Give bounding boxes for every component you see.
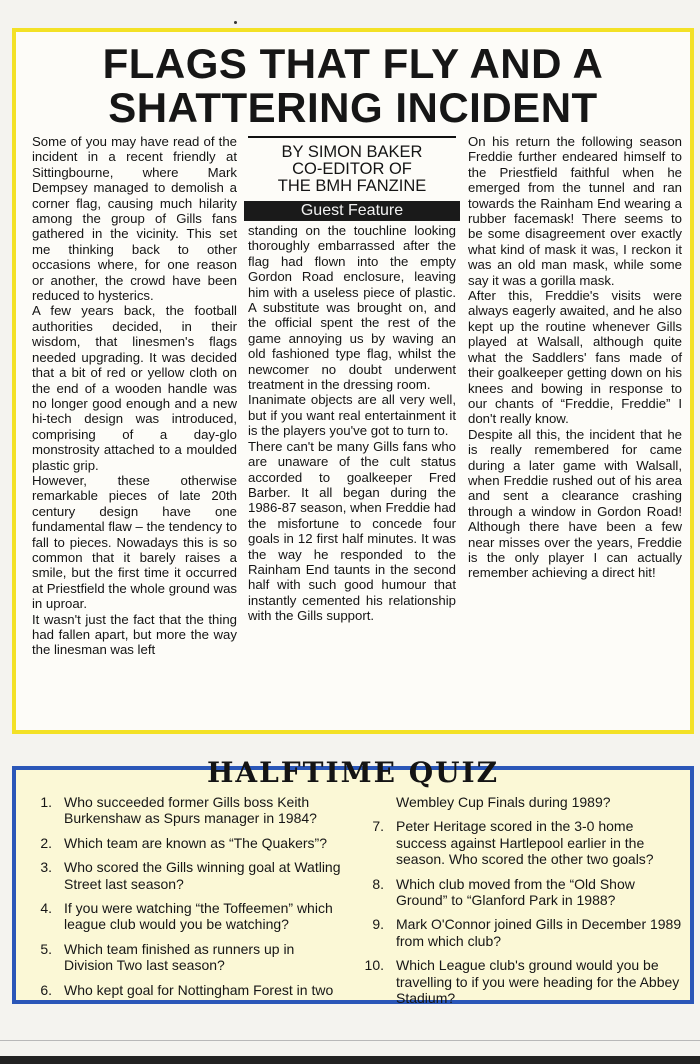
quiz-question bbox=[26, 900, 346, 933]
quiz-box bbox=[12, 756, 694, 1007]
paragraph: Despite all this, the incident that he is really remembered for came during a later game with Walsall, when Freddie rushed out of his area and sent a clearance crashing through a window in Gordon Road! Although there have been a few near misses over the years, Freddie is the only player I can actually remember achieving a direct hit! bbox=[468, 426, 682, 581]
page-edge-line bbox=[0, 1040, 700, 1041]
question-text: Which club moved from the “Old Show Ground” to “Glanford Park in 1988? bbox=[396, 875, 635, 909]
article-column-3 bbox=[468, 134, 682, 581]
paragraph: Some of you may have read of the incident in a recent friendly at Sittingbourne, where Mark Dempsey managed to demolish a corner flag, causing much hilarity among the group of Gills fans gathered in the vicinity. This set me thinking back to other occasions where, for one reason or another, the crowd have been reduced to hysterics. bbox=[32, 134, 237, 304]
paragraph: Inanimate objects are all very well, but if you want real entertainment it is the players you've got to turn to. bbox=[248, 392, 456, 439]
byline-role: CO-EDITOR OF bbox=[292, 160, 412, 178]
paragraph: However, these otherwise remarkable pieces of late 20th century design have one fundamental flaw – the tendency to fall to pieces. Nowadays this is so common that it barely raises a smile, but the first time it occurred at Priestfield the whole ground was in uproar. bbox=[32, 472, 237, 612]
paragraph: After this, Freddie's visits were always eagerly awaited, and he also kept up the routine whenever Gills played at Walsall, although quite what the Saddlers' fans made of their goalkeeper getting down on his knees and bowing in response to our chants of “Freddie, Freddie” I don't really know. bbox=[468, 288, 682, 427]
question-text: Who scored the Gills winning goal at Watling Street last season? bbox=[64, 859, 341, 892]
question-text: Who succeeded former Gills boss Keith Burkenshaw as Spurs manager in 1984? bbox=[64, 794, 317, 827]
question-text: Mark O'Connor joined Gills in December 1989 from which club? bbox=[396, 916, 682, 949]
title-line-2: SHATTERING INCIDENT bbox=[108, 84, 598, 131]
question-continuation: Wembley Cup Finals during 1989? bbox=[396, 794, 611, 810]
question-number: 6. bbox=[40, 981, 52, 998]
paragraph: standing on the touchline looking thoroughly embarrassed after the flag had flown into the empty Gordon Road enclosure, leaving him with a useless piece of plastic. A substitute was brought on, and the official spent the rest of the game annoying us by waving an old fashioned type flag, whilst the newcomer no doubt underwent treatment in the dressing room. bbox=[248, 223, 456, 393]
question-text: Peter Heritage scored in the 3-0 home success against Hartlepool earlier in the season. Who scored the other two goals? bbox=[396, 818, 654, 868]
quiz-title: HALFTIME QUIZ bbox=[206, 756, 500, 789]
question-text: Which team finished as runners up in Division Two last season? bbox=[64, 940, 295, 974]
quiz-question bbox=[26, 794, 346, 827]
paragraph: It wasn't just the fact that the thing had fallen apart, but more the way the linesman was left bbox=[32, 611, 237, 658]
question-number: 8. bbox=[372, 875, 384, 892]
byline bbox=[248, 144, 456, 195]
question-number: 7. bbox=[372, 818, 384, 835]
print-speck bbox=[234, 21, 237, 24]
article-column-1 bbox=[32, 134, 237, 658]
byline-rule bbox=[248, 136, 456, 138]
paragraph: On his return the following season Freddie further endeared himself to the Priestfield faithful when he emerged from the tunnel and ran towards the Rainham End wearing a rubber facemask! There seems to be some disagreement over exactly what kind of mask it was, I reckon it was an old man mask, while some say it was a gorilla mask. bbox=[468, 134, 682, 288]
question-number: 9. bbox=[372, 916, 384, 933]
quiz-left-column bbox=[26, 794, 346, 1006]
quiz-question bbox=[358, 876, 683, 909]
title-line-1: FLAGS THAT FLY AND A bbox=[102, 40, 604, 87]
quiz-question bbox=[26, 859, 346, 892]
question-number: 1. bbox=[40, 794, 52, 810]
question-text: Who kept goal for Nottingham Forest in two bbox=[64, 981, 334, 998]
article-box bbox=[12, 28, 694, 734]
question-text: If you were watching “the Toffeemen” which league club would you be watching? bbox=[64, 900, 333, 933]
article-title bbox=[16, 42, 690, 130]
question-number: 5. bbox=[40, 940, 52, 957]
question-number: 3. bbox=[40, 859, 52, 876]
quiz-question bbox=[358, 916, 683, 949]
quiz-question bbox=[26, 941, 346, 974]
question-text: Which team are known as “The Quakers”? bbox=[64, 834, 327, 851]
paragraph: A few years back, the football authorities decided, in their wisdom, that linesmen's flags needed upgrading. It was decided that a bit of red or yellow cloth on the end of a wooden handle was no longer good enough and a new hi-tech design was introduced, comprising of a day-glo monstrosity attached to a moulded plastic grip. bbox=[32, 303, 237, 473]
byline-author: BY SIMON BAKER bbox=[281, 143, 423, 161]
question-number: 4. bbox=[40, 900, 52, 917]
byline-publication: THE BMH FANZINE bbox=[277, 177, 427, 195]
guest-feature-banner: Guest Feature bbox=[244, 201, 460, 221]
question-text: Which League club's ground would you be travelling to if you were heading for the Abbey Stadium? bbox=[396, 957, 680, 1007]
question-number: 2. bbox=[40, 834, 52, 851]
question-number: 10. bbox=[364, 957, 384, 974]
article-column-2 bbox=[248, 134, 456, 624]
page-bottom-bar bbox=[0, 1056, 700, 1064]
quiz-question bbox=[358, 818, 683, 867]
quiz-right-column bbox=[358, 794, 683, 1014]
quiz-question bbox=[358, 957, 683, 1006]
paragraph: There can't be many Gills fans who are unaware of the cult status accorded to goalkeeper Fred Barber. It all began during the 1986-87 season, when Freddie had the misfortune to concede four goals in 12 first half minutes. It was the way he responded to the Rainham End taunts in the second half with such good humour that instantly cemented his relationship with the Gills support. bbox=[248, 438, 456, 624]
quiz-question bbox=[26, 982, 346, 998]
quiz-question bbox=[26, 835, 346, 851]
